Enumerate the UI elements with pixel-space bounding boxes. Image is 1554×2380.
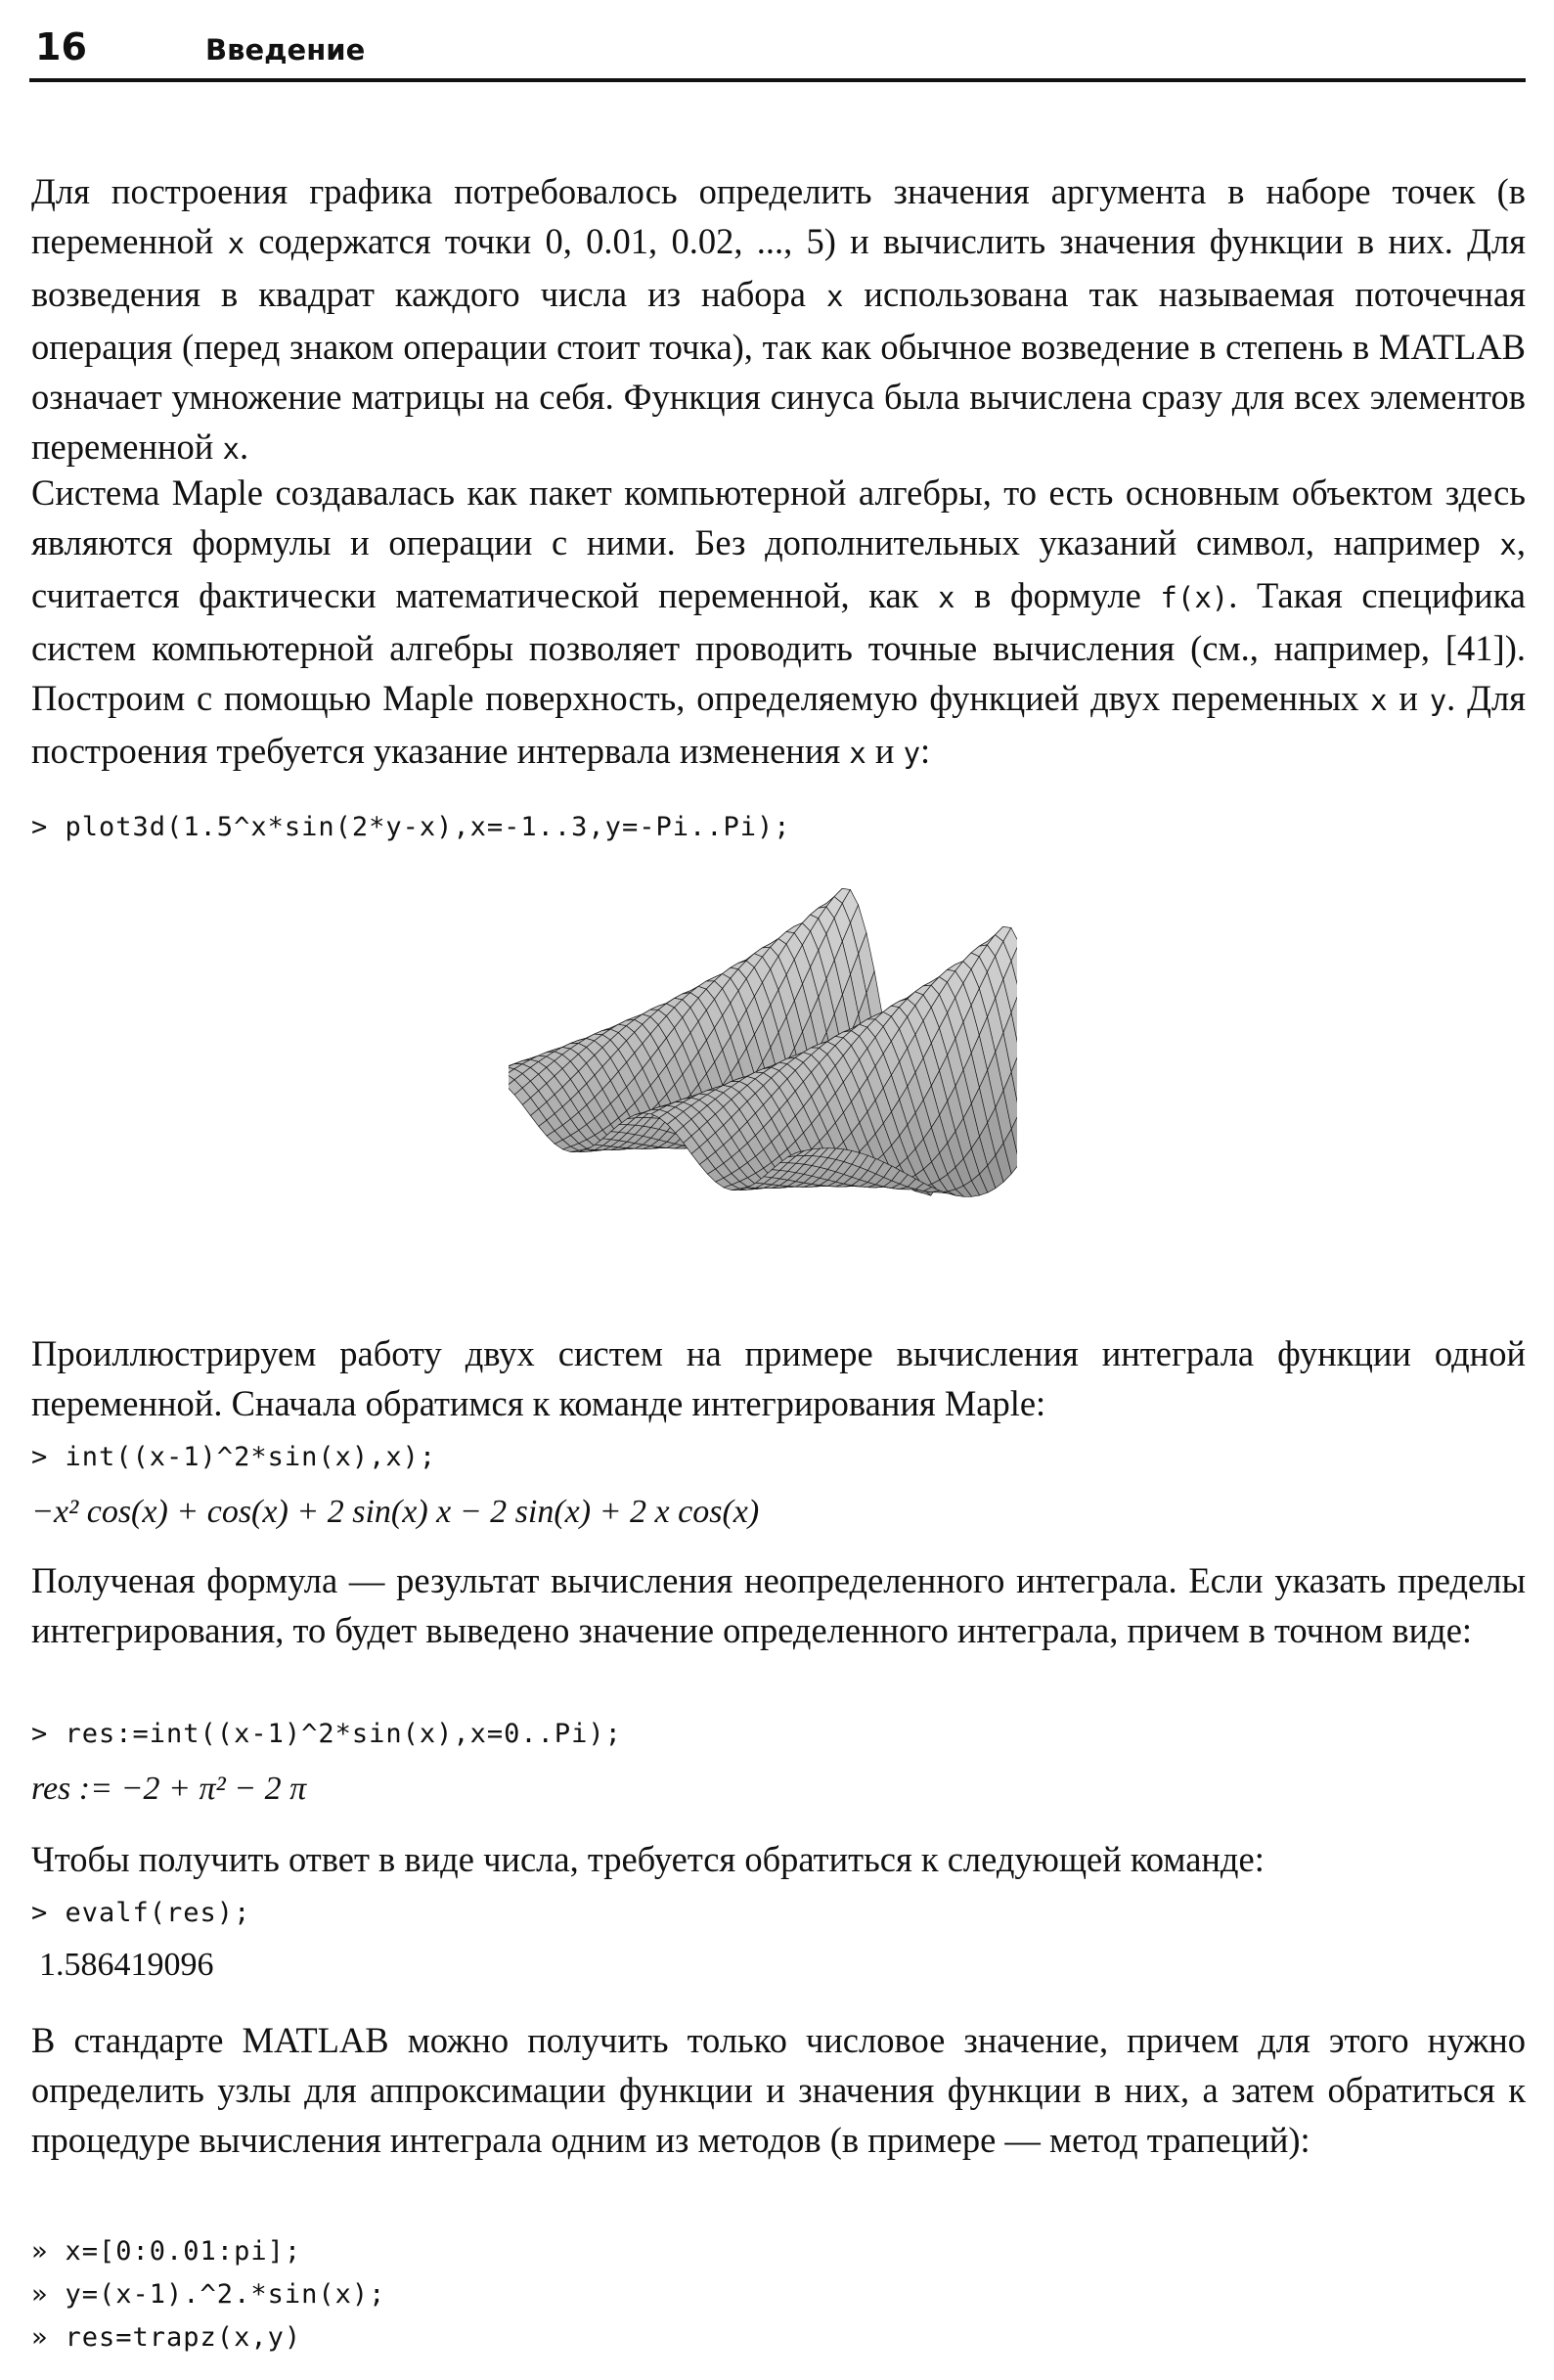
text-run: и [1387,678,1430,718]
paragraph-4: Полученая формула — результат вычисления неопределенного интеграла. Если указать пределы интегрирования, то будет выведено значение определенного интеграла, причем в точном виде: [31,1560,1526,1650]
inline-code: x [1370,684,1388,717]
matlab-command-1: » x=[0:0.01:pi]; [31,2236,302,2267]
maple-evalf-command: > evalf(res); [31,1898,251,1928]
inline-code: y [903,737,921,770]
paragraph-3: Проиллюстрируем работу двух систем на примере вычисления интеграла функции одной переменной. Сначала обратимся к команде интегрирования Maple: [31,1333,1526,1423]
text-run: Для построения графика потребовалось определить значения аргумента в наборе точек (в переменной [31,171,1526,261]
inline-code: x [825,280,844,313]
maple-int-command: > int((x-1)^2*sin(x),x); [31,1442,437,1472]
surface-plot-figure [509,871,1017,1311]
text-run: : [920,731,931,771]
paragraph-5: Чтобы получить ответ в виде числа, требуется обратиться к следующей команде: [31,1839,1265,1879]
paragraph-1 [31,166,1526,474]
header-rule [29,78,1526,82]
text-run: использована так называемая поточечная операция (перед знаком операции стоит точка), так как обычное возведение в степень в MATLAB означает умножение матрицы на себя. Функция синуса была вычислена сразу для всех элементов переменной [31,274,1526,467]
matlab-command-3: » res=trapz(x,y) [31,2322,302,2353]
inline-code: x [849,737,866,770]
inline-code: y [1429,684,1447,717]
maple-res-command: > res:=int((x-1)^2*sin(x),x=0..Pi); [31,1719,622,1749]
maple-plot3d-command: > plot3d(1.5^x*sin(2*y-x),x=-1..3,y=-Pi..Pi); [31,812,791,842]
inline-code: f(x) [1160,581,1229,614]
text-run: и [866,731,904,771]
section-title: Введение [205,33,366,67]
matlab-command-2: » y=(x-1).^2.*sin(x); [31,2279,386,2310]
page-header [29,25,1526,82]
text-run: , считается фактически математической переменной, как [31,522,1526,615]
inline-code: x [1499,528,1517,561]
text-run: . Такая специфика систем компьютерной алгебры позволяет проводить точные вычисления (см., например, [41]). Построим с помощью Maple поверхность, определяемую функцией двух переменных [31,575,1526,718]
exact-result: res := −2 + π² − 2 π [31,1771,307,1807]
page-number: 16 [35,25,87,68]
text-run: . Для построения требуется указание интервала изменения [31,678,1526,771]
text-run: . [239,427,249,467]
numeric-result: 1.586419096 [39,1947,214,1983]
integral-result: −x² cos(x) + cos(x) + 2 sin(x) x − 2 sin(x) + 2 x cos(x) [31,1494,760,1530]
text-run: содержатся точки 0, 0.01, 0.02, ..., 5) и вычислить значения функции в них. Для возведения в квадрат каждого числа из набора [31,221,1526,314]
inline-code: x [222,432,240,466]
paragraph-6: В стандарте MATLAB можно получить только числовое значение, причем для этого нужно определить узлы для аппроксимации функции и значения функции в них, а затем обратиться к процедуре вычисления интеграла одним из методов (в примере — метод трапеций): [31,2020,1526,2160]
inline-code: x [227,227,245,260]
inline-code: x [938,581,955,614]
paragraph-2 [31,468,1526,779]
text-run: в формуле [955,575,1161,615]
text-run: Система Maple создавалась как пакет компьютерной алгебры, то есть основным объектом здесь являются формулы и операции с ними. Без дополнительных указаний символ, например [31,472,1526,562]
